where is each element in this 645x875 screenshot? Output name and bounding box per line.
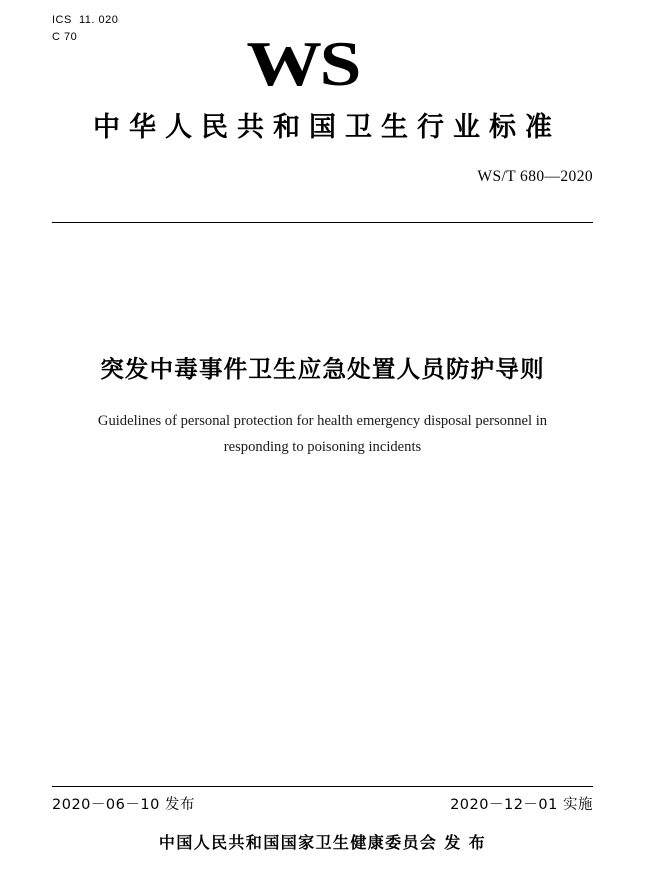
standard-series-title: 中华人民共和国卫生行业标准 [93, 112, 561, 143]
document-title-english-line-1: Guidelines of personal protection for health emergency disposal personnel in [97, 413, 548, 429]
ics-code: ICS 11. 020 [52, 14, 119, 26]
ccs-code: C 70 [52, 31, 78, 43]
issuing-authority: 中国人民共和国国家卫生健康委员会 发 布 [158, 833, 487, 852]
document-title-english [80, 408, 565, 460]
ws-logo-text: WS [246, 28, 359, 99]
ws-logo [0, 28, 645, 99]
effective-date: 2020－12－01 实施 [450, 797, 593, 813]
footer-divider [52, 786, 593, 787]
standard-number: WS/T 680—2020 [477, 168, 593, 185]
issue-date: 2020－06－10 发布 [52, 797, 195, 813]
document-title-chinese: 突发中毒事件卫生应急处置人员防护导则 [100, 355, 545, 383]
document-title-english-line-2: responding to poisoning incidents [223, 439, 422, 455]
header-divider [52, 222, 593, 223]
